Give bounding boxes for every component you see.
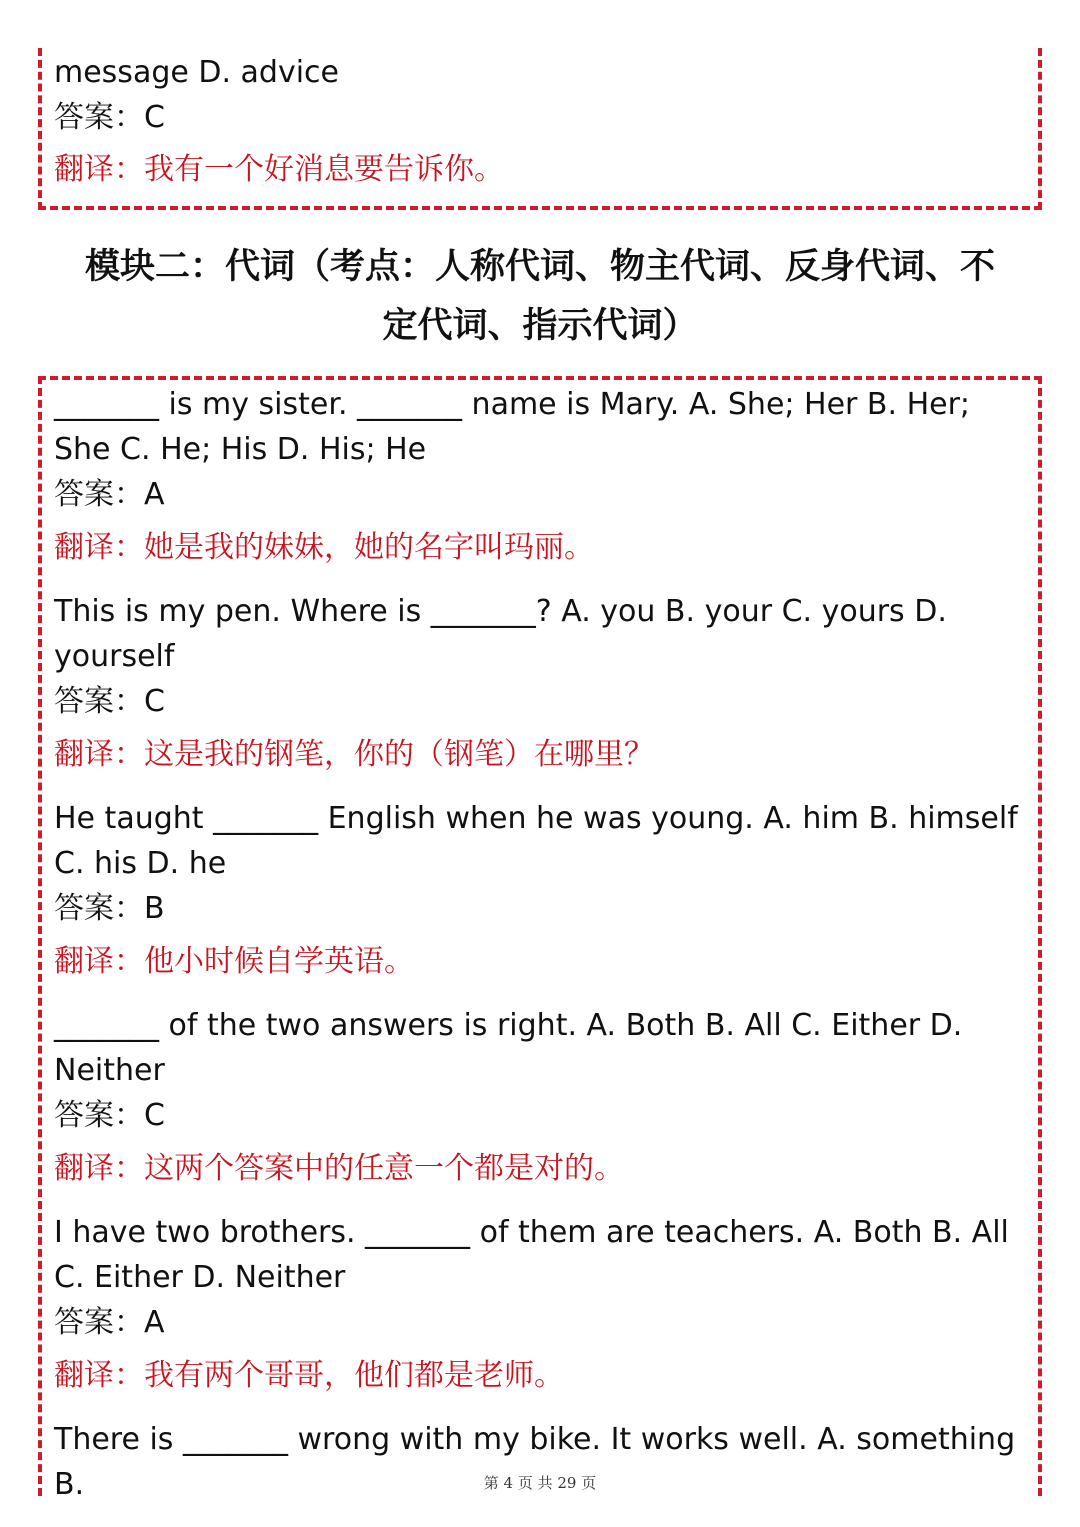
answer-text: 答案：C xyxy=(54,100,165,135)
answer-text: 答案：A xyxy=(54,1305,165,1340)
translation-text: 翻译：她是我的妹妹，她的名字叫玛丽。 xyxy=(54,530,594,565)
question-text: This is my pen. Where is _______? A. you B. your C. yours D. yourself xyxy=(54,594,947,674)
translation-text: 翻译：他小时候自学英语。 xyxy=(54,944,414,979)
page-footer: 第 4 页 共 29 页 xyxy=(483,1474,597,1492)
translation-text: 翻译：这两个答案中的任意一个都是对的。 xyxy=(54,1151,624,1186)
answer-text: 答案：C xyxy=(54,684,165,719)
question-text: _______ of the two answers is right. A. Both B. All C. Either D. Neither xyxy=(54,1008,963,1088)
question-text: He taught _______ English when he was young. A. him B. himself C. his D. he xyxy=(54,801,1018,881)
question-text: I have two brothers. _______ of them are teachers. A. Both B. All C. Either D. Neither xyxy=(54,1215,1009,1295)
previous-question-box xyxy=(38,48,1042,210)
section-heading-line-2: 定代词、指示代词） xyxy=(382,306,698,346)
question-text: message D. advice xyxy=(54,55,339,90)
question-text: There is _______ wrong with my bike. It works well. A. something B. xyxy=(54,1422,1016,1502)
question-text: _______ is my sister. _______ name is Mary. A. She; Her B. Her; She C. He; His D. His; He xyxy=(54,387,971,467)
translation-text: 翻译：我有一个好消息要告诉你。 xyxy=(54,152,504,187)
translation-text: 翻译：这是我的钢笔，你的（钢笔）在哪里？ xyxy=(54,737,654,772)
answer-text: 答案：B xyxy=(54,891,165,926)
answer-text: 答案：A xyxy=(54,477,165,512)
question-box xyxy=(38,376,1042,1502)
translation-text: 翻译：我有两个哥哥，他们都是老师。 xyxy=(54,1358,564,1393)
answer-text: 答案：C xyxy=(54,1098,165,1133)
section-heading-line-1: 模块二：代词（考点：人称代词、物主代词、反身代词、不 xyxy=(84,247,995,287)
